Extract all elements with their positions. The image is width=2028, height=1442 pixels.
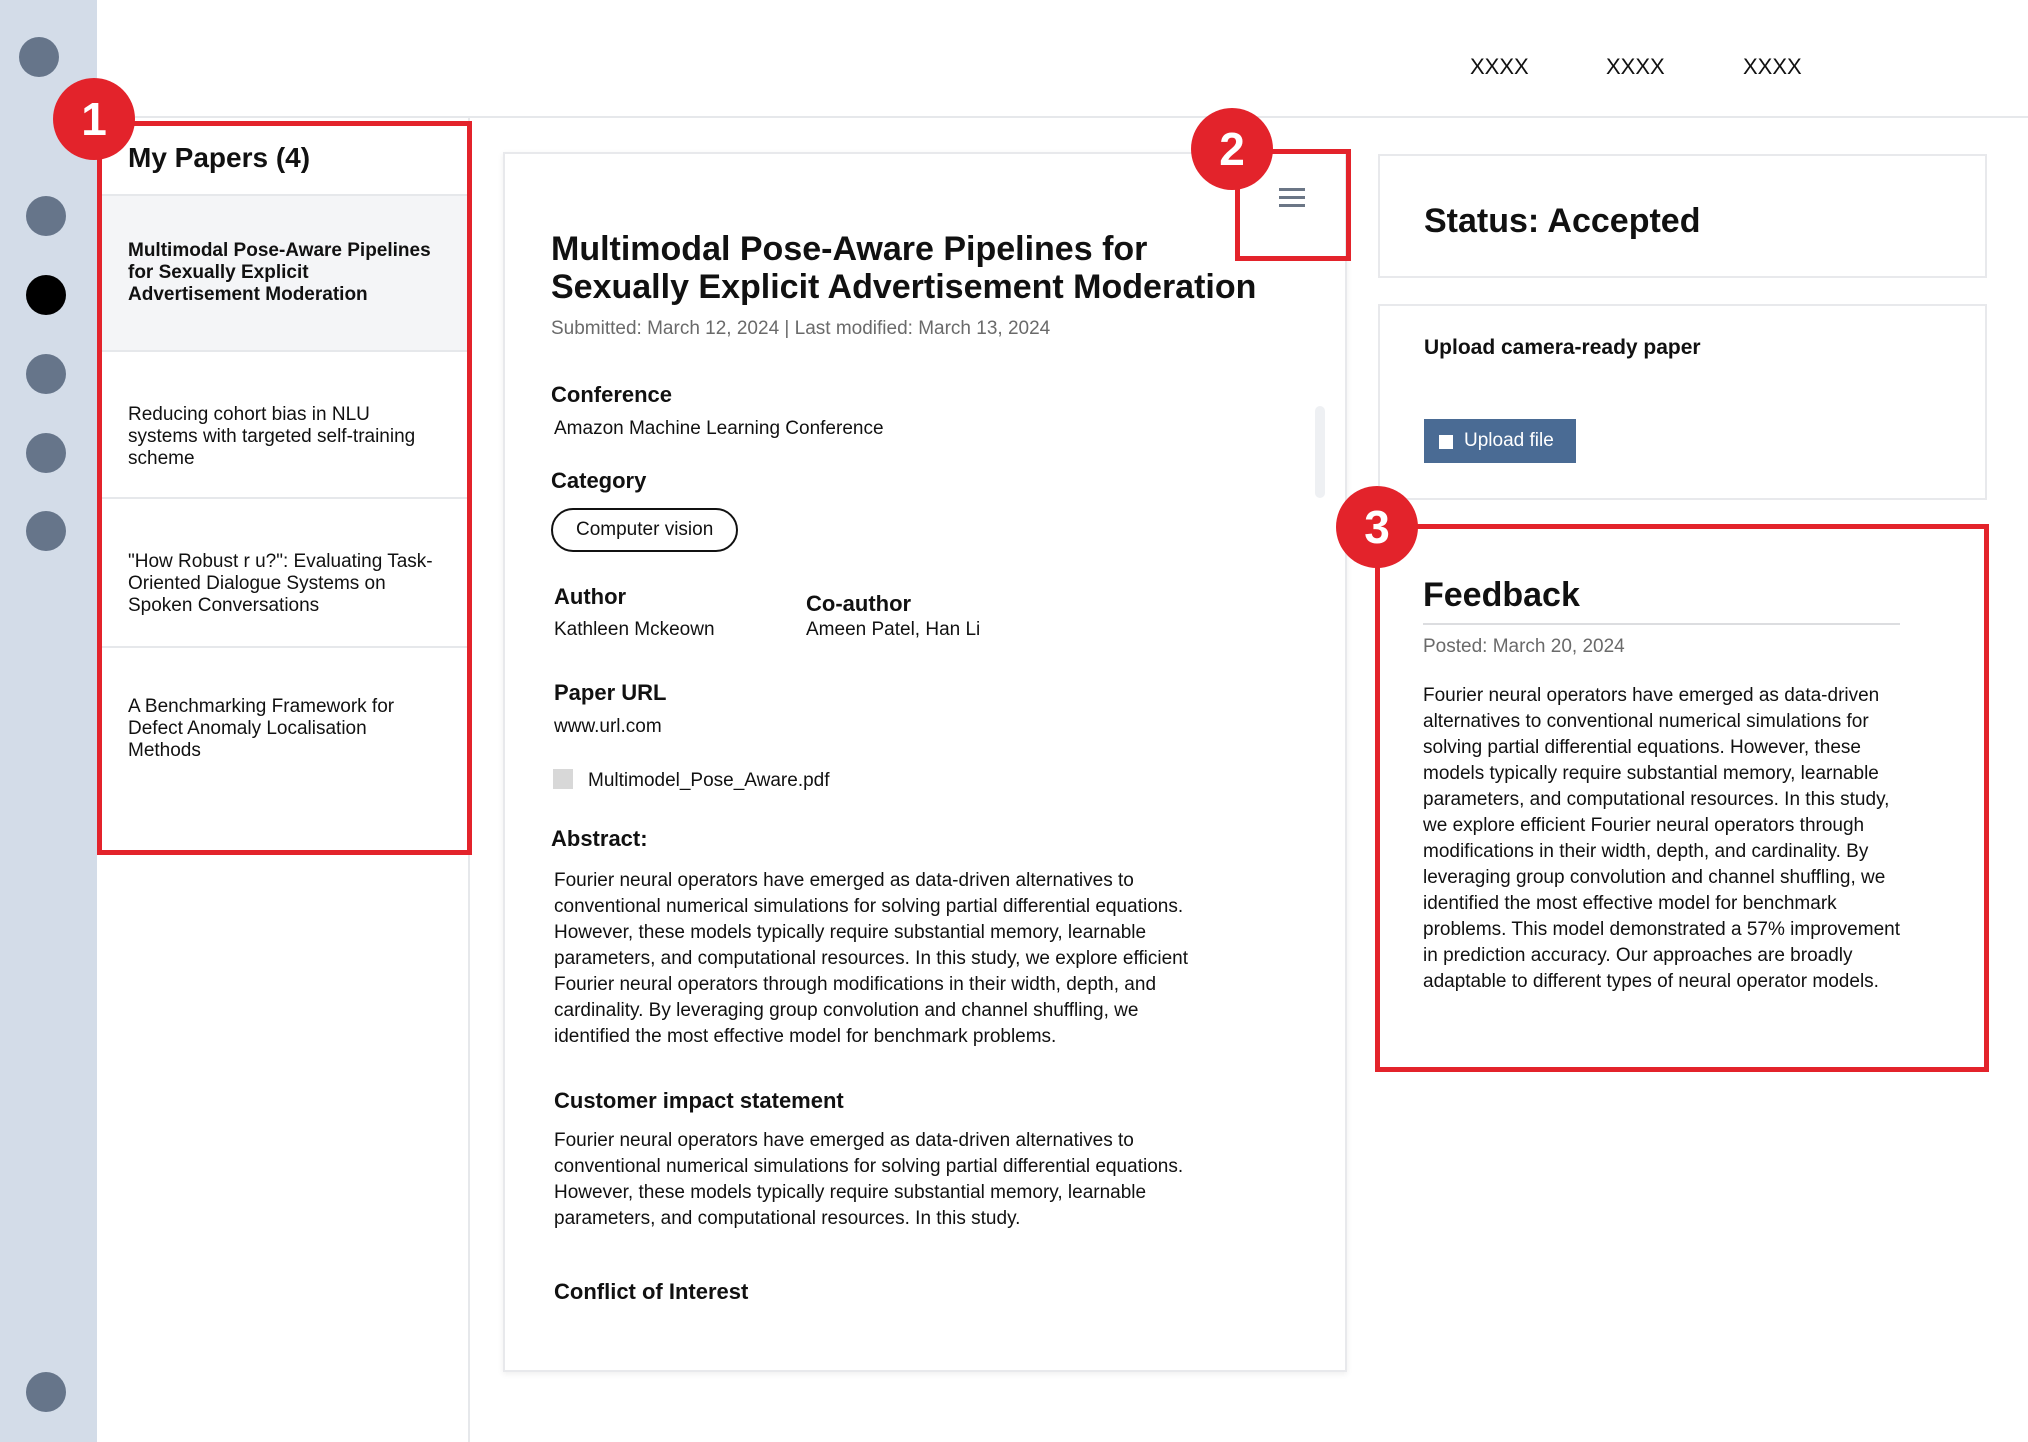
scrollbar-thumb[interactable] (1315, 406, 1325, 498)
conference-label: Conference (551, 382, 673, 407)
category-label: Category (551, 468, 647, 493)
author-label: Author (554, 584, 627, 609)
left-nav-rail (0, 0, 97, 1442)
highlight-box-papers-list (97, 121, 472, 855)
upload-file-button[interactable] (1424, 419, 1576, 463)
coauthor-label: Co-author (806, 591, 912, 616)
paper-title-line: for Sexually Explicit (128, 262, 309, 283)
annotation-badge-2: 2 (1191, 108, 1273, 190)
upload-button-label: Upload file (1464, 430, 1554, 451)
paper-detail-card (503, 152, 1347, 1372)
paper-title-line: Defect Anomaly Localisation (128, 718, 367, 739)
abstract-label: Abstract: (551, 826, 648, 851)
annotation-badge-3: 3 (1336, 486, 1418, 568)
coauthor-value: Ameen Patel, Han Li (806, 619, 981, 640)
papers-list-header: My Papers (4) (128, 142, 311, 173)
paper-title-line: systems with targeted self-training (128, 426, 416, 447)
nav-dot-icon[interactable] (26, 354, 66, 394)
feedback-body: Fourier neural operators have emerged as data-driven alternatives to conventional numerical simulations for solving partial differential equations. However, these models typically require substantial memory, learnable parameters, and computational resources. In this study, we explore efficient Fourier neural operators through modifications in their width, depth, and cardinality. By leveraging group convolution and channel shuffling, we identified the most effective model for benchmark problems. This model demonstrated a 57% improvement in prediction accuracy. Our approaches are broadly adaptable to different types of neural operator models. (1423, 685, 1900, 992)
status-text: Status: Accepted (1424, 202, 1701, 240)
paper-title-line: scheme (128, 448, 195, 469)
paper-url-label: Paper URL (554, 680, 667, 705)
paper-title-line: A Benchmarking Framework for (128, 696, 395, 717)
nav-dot-icon[interactable] (26, 433, 66, 473)
top-nav-link[interactable]: XXXX (1606, 54, 1665, 79)
feedback-posted-date: Posted: March 20, 2024 (1423, 636, 1625, 657)
feedback-title: Feedback (1423, 576, 1580, 614)
paper-title-line: Reducing cohort bias in NLU (128, 404, 370, 425)
paper-dates: Submitted: March 12, 2024 | Last modified: March 13, 2024 (551, 318, 1051, 339)
paper-url-link[interactable]: www.url.com (554, 716, 662, 737)
paper-title-line: "How Robust r u?": Evaluating Task- (128, 551, 433, 572)
file-link[interactable]: Multimodel_Pose_Aware.pdf (588, 770, 830, 791)
category-chip[interactable]: Computer vision (551, 508, 738, 552)
impact-label: Customer impact statement (554, 1088, 844, 1113)
abstract-text: Fourier neural operators have emerged as data-driven alternatives to conventional numerical simulations for solving partial differential equations. However, these models typically require substantial memory, learnable parameters, and computational resources. In this study, we explore efficient Fourier neural operators through modifications in their width, depth, and cardinality. By leveraging group convolution and channel shuffling, we identified the most effective model for benchmark problems. (554, 870, 1189, 1047)
annotation-badge-1: 1 (53, 78, 135, 160)
top-nav-link[interactable]: XXXX (1470, 54, 1529, 79)
highlight-box-feedback (1375, 524, 1989, 1072)
nav-dot-icon[interactable] (26, 1372, 66, 1412)
paper-title-line: Methods (128, 740, 201, 761)
upload-file-icon (1439, 435, 1453, 449)
upload-title: Upload camera-ready paper (1424, 336, 1701, 359)
paper-title-line: Oriented Dialogue Systems on (128, 573, 386, 594)
paper-title-line: Spoken Conversations (128, 595, 320, 616)
top-bar (97, 0, 2028, 118)
paper-title: Multimodal Pose-Aware Pipelines for Sexually Explicit Advertisement Moderation (551, 230, 1257, 306)
paper-title-line: Multimodal Pose-Aware Pipelines (128, 240, 431, 261)
conflict-label: Conflict of Interest (554, 1279, 749, 1304)
nav-dot-icon[interactable] (19, 37, 59, 77)
conference-value: Amazon Machine Learning Conference (554, 418, 884, 439)
file-icon (553, 769, 573, 789)
status-card (1378, 154, 1987, 278)
nav-dot-icon-active[interactable] (26, 275, 66, 315)
nav-dot-icon[interactable] (26, 511, 66, 551)
impact-text: Fourier neural operators have emerged as data-driven alternatives to conventional numerical simulations for solving partial differential equations. However, these models typically require substantial memory, learnable parameters, and computational resources. In this study. (554, 1130, 1184, 1229)
author-value: Kathleen Mckeown (554, 619, 715, 640)
nav-dot-icon[interactable] (26, 196, 66, 236)
upload-card (1378, 304, 1987, 500)
top-nav-link[interactable]: XXXX (1743, 54, 1802, 79)
paper-title-line: Advertisement Moderation (128, 284, 368, 305)
